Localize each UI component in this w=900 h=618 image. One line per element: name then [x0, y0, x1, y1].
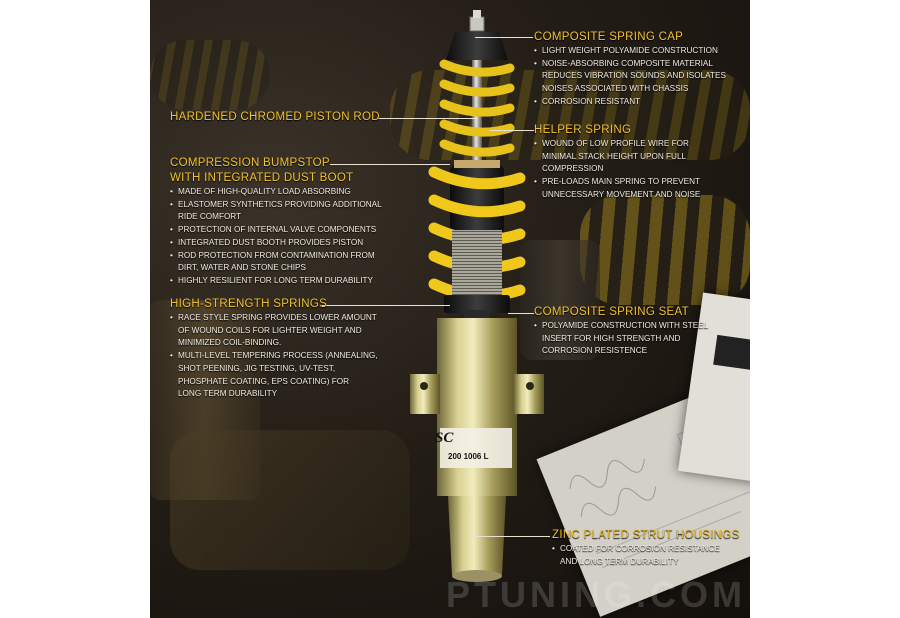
- bullet: • MADE OF HIGH-QUALITY LOAD ABSORBING: [170, 186, 382, 199]
- bullet-continuation: COMPRESSION: [542, 164, 604, 174]
- bumpstop-bullets: [170, 186, 382, 288]
- springs-title: HIGH-STRENGTH SPRINGS: [170, 298, 328, 310]
- callout-housings: [552, 529, 740, 568]
- leader-helper-spring: [490, 130, 534, 131]
- spring-cap-title: COMPOSITE SPRING CAP: [534, 31, 684, 43]
- bullet-continuation: MINIMAL STACK HEIGHT UPON FULL: [542, 151, 687, 161]
- bullet-continuation: REDUCES VIBRATION SOUNDS AND ISOLATES: [542, 71, 726, 81]
- piston-rod-title: HARDENED CHROMED PISTON ROD: [170, 111, 380, 123]
- right-bracket: [514, 374, 544, 414]
- left-bracket-hole: [420, 382, 428, 390]
- bullet-continuation: PHOSPHATE COATING, EPS COATING) FOR: [178, 376, 350, 386]
- bullet: • RACE STYLE SPRING PROVIDES LOWER AMOUNT: [170, 312, 378, 325]
- bumpstop-title-line2: WITH INTEGRATED DUST BOOT: [170, 172, 354, 184]
- coilover-strut: [410, 0, 550, 590]
- bullet-continuation: INSERT FOR HIGH STRENGTH AND: [542, 333, 681, 343]
- helper-spring-collar: [454, 160, 500, 168]
- bullet: • PROTECTION OF INTERNAL VALVE COMPONENTS: [170, 224, 382, 237]
- housings-title: ZINC PLATED STRUT HOUSINGS: [552, 529, 740, 541]
- seat-collar: [464, 310, 490, 318]
- bullet-continuation: AND LONG TERM DURABILITY: [560, 556, 679, 566]
- ptuning-watermark: PTUNING.COM: [446, 574, 746, 615]
- bullet-continuation: DIRT, WATER AND STONE CHIPS: [178, 263, 306, 273]
- top-stud: [473, 10, 481, 18]
- callout-springs: [170, 298, 378, 401]
- bullet-continuation: SHOT PEENING, JIG TESTING, UV-TEST,: [178, 363, 336, 373]
- top-nut: [470, 17, 484, 31]
- bullet-continuation: MINIMIZED COIL-BINDING.: [178, 338, 282, 348]
- bullet-continuation: UNNECESSARY MOVEMENT AND NOISE: [542, 189, 701, 199]
- background-strut-bottom-left: [170, 430, 410, 570]
- leader-spring-seat: [508, 313, 534, 314]
- sheet-logo-block: [713, 335, 750, 370]
- bullet-continuation: LONG TERM DURABILITY: [178, 389, 278, 399]
- leader-housings: [470, 536, 550, 537]
- bumpstop-title-line1: COMPRESSION BUMPSTOP: [170, 157, 330, 169]
- springs-bullets: [170, 312, 378, 401]
- housings-bullets: [552, 543, 740, 568]
- callout-spring-seat: [534, 306, 708, 358]
- bullet-continuation: NOISES ASSOCIATED WITH CHASSIS: [542, 84, 689, 94]
- bullet: • CORROSION RESISTANT: [534, 96, 726, 109]
- bullet: • POLYAMIDE CONSTRUCTION WITH STEEL: [534, 320, 708, 333]
- left-bracket: [410, 374, 440, 414]
- spring-seat-title: COMPOSITE SPRING SEAT: [534, 306, 689, 318]
- callout-bumpstop: [170, 157, 382, 288]
- bullet-continuation: OF WOUND COILS FOR LIGHTER WEIGHT AND: [178, 325, 362, 335]
- spring-seat-bullets: [534, 320, 708, 358]
- helper-spring-title: HELPER SPRING: [534, 124, 632, 136]
- background-spring-right: [580, 195, 750, 305]
- product-label-part-number: 200 1006 L: [448, 452, 489, 461]
- helper-spring-bullets: [534, 138, 700, 202]
- bullet: • COATED FOR CORROSION RESISTANCE: [552, 543, 740, 556]
- bullet: • NOISE-ABSORBING COMPOSITE MATERIAL: [534, 58, 726, 71]
- strut-housing: [437, 318, 517, 496]
- bullet: • WOUND OF LOW PROFILE WIRE FOR: [534, 138, 700, 151]
- product-label-logo: SC: [435, 430, 454, 446]
- leader-spring-cap: [475, 37, 533, 38]
- bullet: • INTEGRATED DUST BOOTH PROVIDES PISTON: [170, 237, 382, 250]
- callout-spring-cap: [534, 31, 726, 109]
- callout-helper-spring: [534, 124, 700, 202]
- bullet: • LIGHT WEIGHT POLYAMIDE CONSTRUCTION: [534, 45, 726, 58]
- bullet: • ELASTOMER SYNTHETICS PROVIDING ADDITIONAL: [170, 199, 382, 212]
- bullet: • HIGHLY RESILIENT FOR LONG TERM DURABILITY: [170, 275, 382, 288]
- bullet: • ROD PROTECTION FROM CONTAMINATION FROM: [170, 250, 382, 263]
- bullet: • PRE-LOADS MAIN SPRING TO PREVENT: [534, 176, 700, 189]
- bullet-continuation: RIDE COMFORT: [178, 212, 242, 222]
- right-bracket-hole: [526, 382, 534, 390]
- bullet: • MULTI-LEVEL TEMPERING PROCESS (ANNEALING,: [170, 350, 378, 363]
- callout-piston-rod: [170, 111, 380, 123]
- spring-cap-bullets: [534, 45, 726, 109]
- leader-piston-rod: [378, 118, 478, 119]
- background-spring-left: [150, 40, 270, 110]
- bullet-continuation: CORROSION RESISTENCE: [542, 346, 648, 356]
